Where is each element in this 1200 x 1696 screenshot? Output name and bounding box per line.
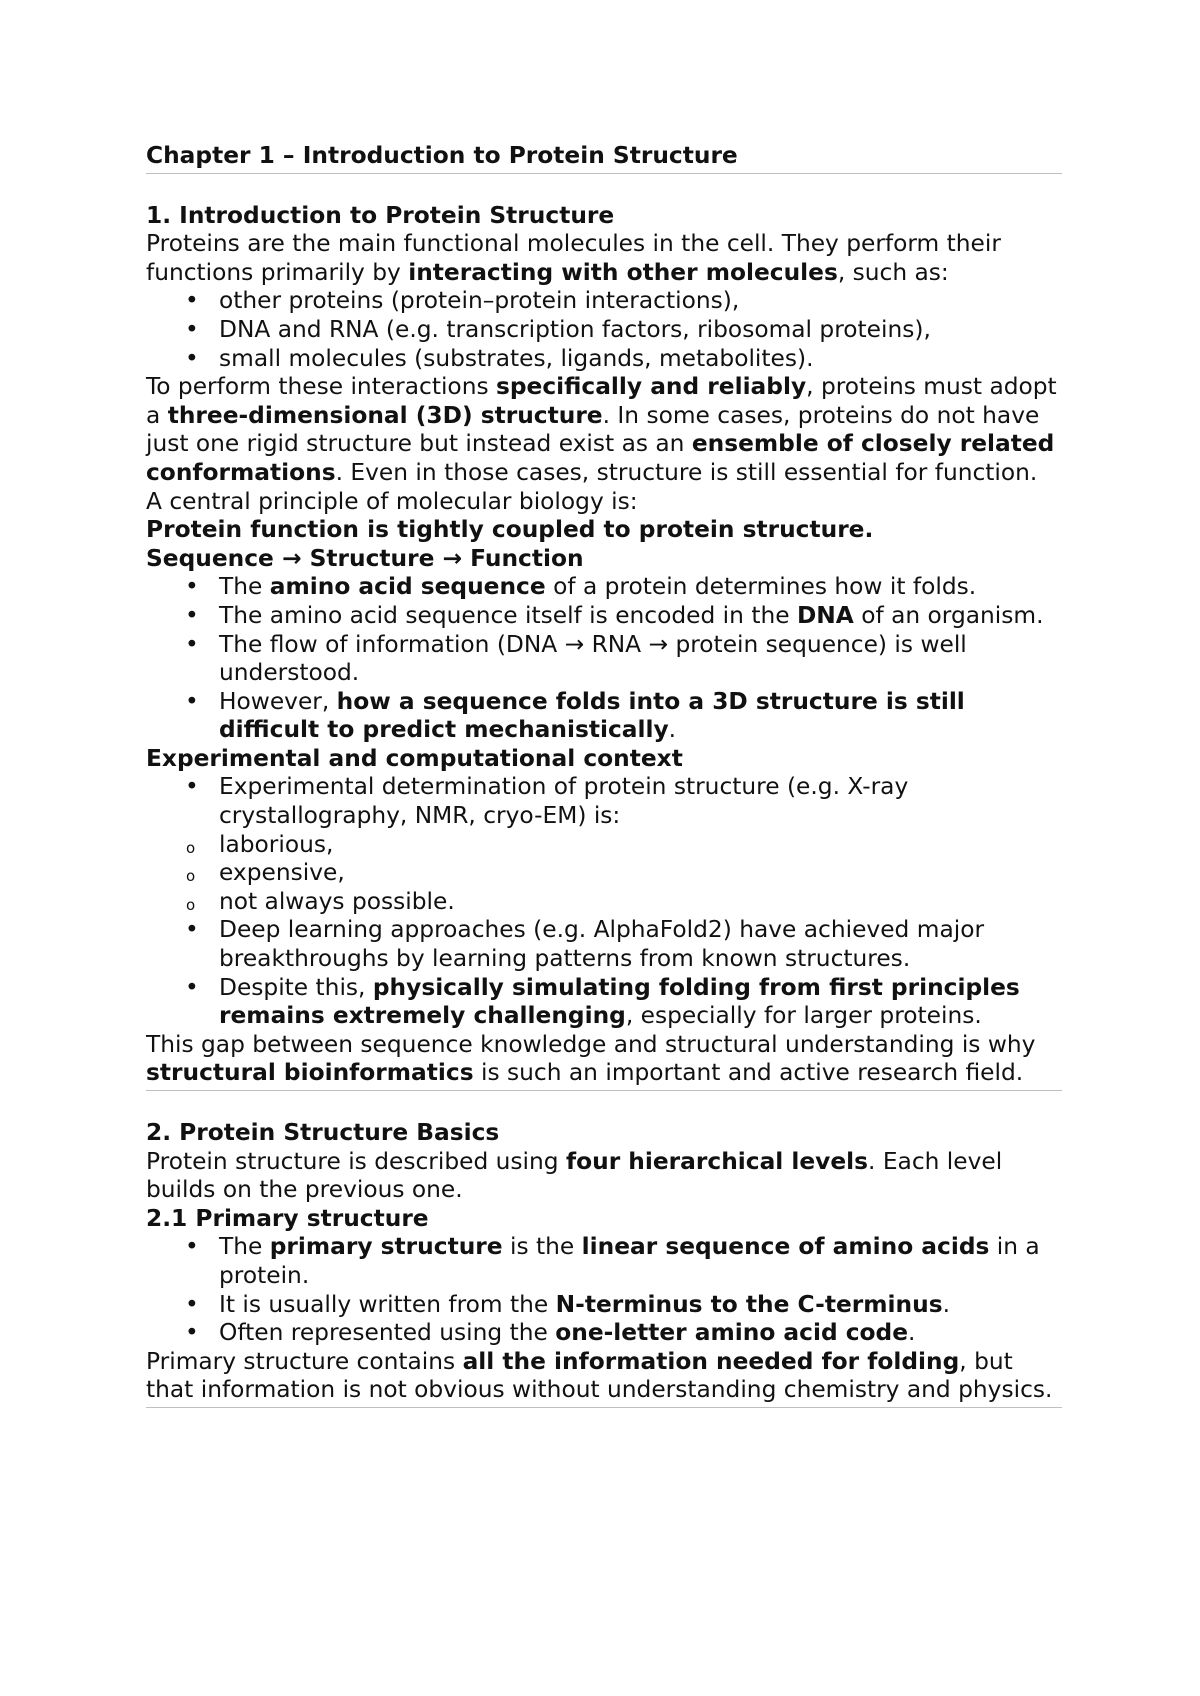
text-run: Experimental determination of protein structure (e.g. X-ray crystallography, NMR, cryo-EM) is:	[219, 773, 909, 830]
list-item	[146, 773, 1062, 916]
sub-list-item: o not always possible.	[146, 888, 1062, 917]
list-item: • DNA and RNA (e.g. transcription factors, ribosomal proteins),	[146, 316, 1062, 345]
text-run: Primary structure contains	[146, 1347, 463, 1375]
sub-list-item: o laborious,	[146, 831, 1062, 860]
list-item	[146, 602, 1062, 631]
list-item	[146, 916, 1062, 973]
list-item	[146, 573, 1062, 602]
list-item: • other proteins (protein–protein interactions),	[146, 287, 1062, 316]
bold-run: N-terminus to the C-terminus	[555, 1290, 943, 1318]
list-item	[146, 631, 1062, 688]
sequence-structure-function-heading: Sequence → Structure → Function	[146, 544, 584, 572]
interaction-list	[146, 287, 1062, 373]
sub-list	[146, 831, 1062, 917]
text-run: in a protein.	[219, 1233, 1040, 1289]
ssf-list	[146, 573, 1062, 745]
document-page	[146, 142, 1062, 1408]
bold-run: ensemble of closely related conformations	[146, 430, 1055, 486]
text-run: is the	[502, 1233, 582, 1261]
text-run: Deep learning approaches (e.g. AlphaFold2) have achieved major breakthroughs by learning patterns from known structures.	[219, 916, 985, 973]
section-1-intro-paragraph	[146, 230, 1062, 287]
bold-run: all the information needed for folding	[462, 1347, 960, 1375]
text-run: , but that information is not obvious without understanding chemistry and physics.	[146, 1347, 1053, 1404]
bold-run: DNA	[796, 601, 854, 629]
section-2-intro-paragraph	[146, 1148, 1062, 1205]
experimental-context-heading: Experimental and computational context	[146, 744, 683, 772]
text-run: This gap between sequence knowledge and structural understanding is why	[146, 1030, 1036, 1058]
text-run: The	[219, 1233, 270, 1261]
section-divider	[146, 1407, 1062, 1408]
bold-run: interacting with other molecules	[408, 258, 838, 286]
text-run: , especially for larger proteins.	[625, 1002, 982, 1030]
text-run: The amino acid sequence itself is encoded in the	[219, 601, 797, 629]
bold-run: three-dimensional (3D) structure	[167, 401, 603, 429]
text-run: However,	[219, 687, 337, 715]
text-run: is such an important and active research field.	[473, 1059, 1024, 1087]
text-run: To perform these interactions	[146, 373, 496, 401]
principle-statement	[146, 516, 1062, 545]
principle-intro: A central principle of molecular biology is:	[146, 487, 638, 515]
bold-run: four hierarchical levels	[565, 1147, 869, 1175]
text-run: , proteins must adopt a	[146, 373, 1057, 429]
list-item	[146, 974, 1062, 1031]
text-run: It is usually written from the	[219, 1290, 556, 1318]
text-run: . Even in those cases, structure is still essential for function.	[335, 458, 1038, 486]
text-run: Despite this,	[219, 973, 373, 1001]
section-2-closing-paragraph	[146, 1348, 1062, 1405]
text-run: The	[219, 573, 270, 601]
text-run: Protein structure is described using	[146, 1147, 566, 1175]
text-run: .	[668, 716, 677, 744]
bold-run: specifically and reliably	[496, 373, 807, 401]
bold-run: how a sequence folds into a 3D structure is still difficult to predict mechanistically	[219, 687, 965, 744]
sub-list-item: o expensive,	[146, 859, 1062, 888]
list-item	[146, 1319, 1062, 1348]
list-item	[146, 688, 1062, 745]
bold-run: one-letter amino acid code	[555, 1319, 909, 1347]
text-run: . Each level builds on the previous one.	[146, 1147, 1003, 1204]
chapter-title: Chapter 1 – Introduction to Protein Structure	[146, 142, 1062, 174]
text-run: Proteins are the main functional molecules in the cell. They perform their functions primarily by	[146, 230, 1001, 286]
list-item: • small molecules (substrates, ligands, metabolites).	[146, 345, 1062, 374]
text-run: of an organism.	[853, 601, 1044, 629]
list-item	[146, 1291, 1062, 1320]
bold-run: structural bioinformatics	[146, 1059, 474, 1087]
primary-structure-heading: 2.1 Primary structure	[146, 1204, 429, 1232]
bold-run: linear sequence of amino acids	[581, 1233, 990, 1261]
text-run: , such as:	[837, 258, 949, 286]
text-run: . In some cases, proteins do not have just one rigid structure but instead exist as an	[146, 401, 1040, 458]
experimental-list	[146, 773, 1062, 1030]
bold-run: physically simulating folding from first principles remains extremely challenging	[219, 973, 1020, 1030]
list-item	[146, 1233, 1062, 1290]
bold-run: Protein function is tightly coupled to protein structure.	[146, 516, 874, 544]
bold-run: amino acid sequence	[269, 573, 546, 601]
section-1-heading: 1. Introduction to Protein Structure	[146, 201, 615, 229]
text-run: of a protein determines how it folds.	[545, 573, 977, 601]
text-run: .	[908, 1319, 916, 1347]
text-run: Often represented using the	[219, 1319, 556, 1347]
section-divider	[146, 1090, 1062, 1091]
text-run: The flow of information (DNA → RNA → protein sequence) is well understood.	[219, 630, 967, 687]
section-1-closing-paragraph	[146, 1031, 1062, 1088]
primary-structure-list	[146, 1233, 1062, 1347]
section-2-heading: 2. Protein Structure Basics	[146, 1119, 500, 1146]
text-run: .	[942, 1290, 950, 1318]
bold-run: primary structure	[269, 1233, 503, 1261]
structure-paragraph	[146, 373, 1062, 487]
